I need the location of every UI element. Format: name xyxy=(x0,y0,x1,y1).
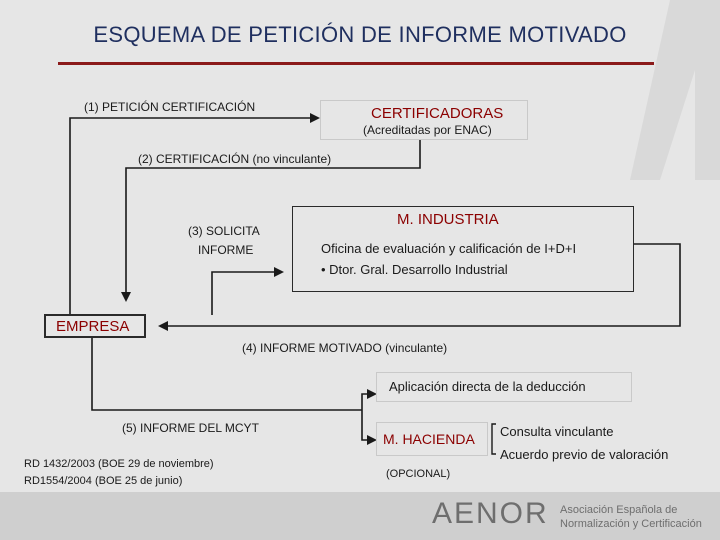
association-line-2: Normalización y Certificación xyxy=(560,518,702,530)
m-industria-label: M. INDUSTRIA xyxy=(397,211,499,228)
empresa-label: EMPRESA xyxy=(56,318,130,335)
reference-rd1: RD 1432/2003 (BOE 29 de noviembre) xyxy=(24,458,214,470)
page-title: ESQUEMA DE PETICIÓN DE INFORME MOTIVADO xyxy=(93,22,627,47)
step-4-label: (4) INFORME MOTIVADO (vinculante) xyxy=(242,341,448,355)
arrow-aplicacion xyxy=(362,394,375,410)
step-2-label: (2) CERTIFICACIÓN (no vinculante) xyxy=(138,152,332,166)
certificadoras-sub: (Acreditadas por ENAC) xyxy=(363,123,492,137)
certificadoras-label: CERTIFICADORAS xyxy=(371,105,504,122)
m-hacienda-box xyxy=(376,422,488,456)
step-3-label-line1: (3) SOLICITA xyxy=(188,224,260,238)
m-hacienda-label: M. HACIENDA xyxy=(383,431,475,447)
aplicacion-box xyxy=(376,372,632,402)
arrow-peticion-certificacion xyxy=(70,118,318,318)
oficina-text: Oficina de evaluación y calificación de I+D+I xyxy=(321,241,577,256)
association-name xyxy=(560,503,702,531)
step-1-label: (1) PETICIÓN CERTIFICACIÓN xyxy=(84,100,256,114)
association-line-1: Asociación Española de xyxy=(560,504,678,516)
reference-rd2: RD1554/2004 (BOE 25 de junio) xyxy=(24,475,183,487)
step-5-label: (5) INFORME DEL MCYT xyxy=(122,421,259,435)
certificadoras-box xyxy=(320,100,528,140)
arrow-hacienda xyxy=(362,410,375,440)
dtor-text: • Dtor. Gral. Desarrollo Industrial xyxy=(321,262,508,277)
arrow-solicita-informe xyxy=(212,272,282,315)
m-industria-box xyxy=(292,206,634,292)
step-3-label-line2: INFORME xyxy=(198,243,254,257)
acuerdo-label: Acuerdo previo de valoración xyxy=(500,447,669,462)
aplicacion-label: Aplicación directa de la deducción xyxy=(389,379,586,394)
opcional-label: (OPCIONAL) xyxy=(386,468,451,480)
aenor-logo: AENOR xyxy=(432,497,549,530)
hacienda-bracket xyxy=(492,424,496,454)
consulta-label: Consulta vinculante xyxy=(500,424,614,439)
empresa-box xyxy=(44,314,146,338)
